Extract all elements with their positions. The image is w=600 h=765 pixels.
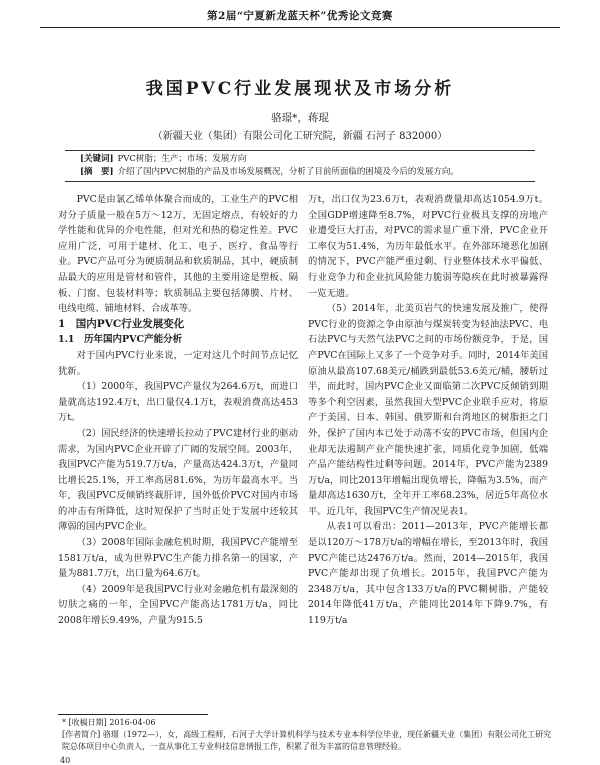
meta-bottom-rule bbox=[65, 181, 535, 182]
body-paragraph: （1）2000年，我国PVC产量仅为264.6万t，而进口量就高达192.4万t，出口量仅4.1万t，表观消费高达453万t。 bbox=[58, 381, 298, 424]
section-heading: 1 国内PVC行业发展变化 bbox=[58, 317, 185, 330]
footnote-rule bbox=[58, 714, 208, 715]
intro-paragraph: PVC是由氯乙烯单体聚合而成的，工业生产的PVC相对分子质量一般在5万～12万，无固定熔点，有较好的力学性能和优异的介电性能，但对光和热的稳定性差。PVC应用广泛，可用于建材、化工、电子、医疗、食品等行业。PVC产品可分为硬质制品和软质制品，其中，硬质制品最大的应用是管材和管件，其他的主要用途是塑板、隔板、门窗、包装材料等；软质制品主要包括薄膜、片材、电线电缆、铺地材料、合成革等。 bbox=[58, 194, 298, 315]
body-paragraph: 从表1可以看出：2011—2013年，PVC产能增长都是以120万～178万t/a的增幅在增长，至2013年时，我国PVC产能已达2476万t/a。然而，2014—2015年，我国PVC产能却出现了负增长。2015年，我国PVC产能为2348万t/a，其中包含133万t/a的PVC糊树脂，产能较2014年降低41万t/a，产能同比2014年下降9.7%，有119万t/a bbox=[308, 521, 548, 627]
meta-top-rule bbox=[65, 150, 535, 151]
header-rule bbox=[40, 27, 560, 28]
right-column bbox=[308, 192, 548, 629]
left-column bbox=[58, 192, 298, 629]
keywords-text: PVC树脂；生产；市场；发展方向 bbox=[117, 154, 247, 164]
subsection-heading: 1.1 历年国内PVC产能分析 bbox=[58, 334, 183, 346]
paper-authors: 骆璟*，蒋琨 bbox=[271, 112, 329, 124]
paper-title: 我国PVC行业发展现状及市场分析 bbox=[145, 79, 455, 99]
body-paragraph: （4）2009年是我国PVC行业对金融危机有最深刻的切肤之痛的一年，全国PVC产能高达1781万t/a，同比2008年增长9.49%，产量为915.5 bbox=[58, 583, 298, 627]
paper-affiliation: （新疆天业（集团）有限公司化工研究院，新疆 石河子 832000） bbox=[152, 131, 448, 142]
abstract-text: 介绍了国内PVC树脂的产品及市场发展概况，分析了目前所面临的困境及今后的发展方向。 bbox=[117, 167, 459, 177]
footnote-author-bio: [作者简介] 骆璟（1972—），女，高级工程师，石河子大学计算机科学与技术专业本科学位毕业，现任新疆天业（集团）有限公司化工研究院总体项目中心负责人，一直从事化工专业科技信息情报工作，积累了很为丰富的信息管理经验。 bbox=[62, 730, 552, 751]
abstract-label: [摘 要] bbox=[80, 167, 114, 177]
page-number: 40 bbox=[60, 756, 71, 765]
journal-header: 第2届“宁夏新龙蓝天杯”优秀论文竞赛 bbox=[207, 10, 393, 22]
body-paragraph: （2）国民经济的快速增长拉动了PVC建材行业的驱动需求，为国内PVC企业开辟了广阔的发展空间。2003年，我国PVC产能为519.7万t/a，产量高达424.3万t，产量同比增长25.1%，开工率高居81.6%，为历年最高水平。当年，我国PVC反倾销终裁肝评，国外低价PVC对国内市场的冲击有所降低，这时短保护了当时正处于发展中还较其薄弱的国内PVC企业。 bbox=[58, 427, 298, 533]
keywords-label: [关键词] bbox=[80, 154, 114, 164]
footnote-received: * [收稿日期] 2016-04-06 bbox=[62, 718, 156, 727]
body-paragraph: （3）2008年国际金融危机时期，我国PVC产能增至1581万t/a，成为世界PVC生产能力排名第一的国家，产量为881.7万t，出口量为64.6万t。 bbox=[58, 537, 298, 580]
body-paragraph: 对于国内PVC行业来说，一定对这几个时间节点记忆犹新。 bbox=[58, 349, 298, 377]
body-paragraph: 万t，出口仅为23.6万t，表观消费量却高达1054.9万t。全国GDP增速降至8.7%，对PVC行业极具支撑的房地产业遭受巨大打击，对PVC的需求显广重下滑，PVC企业开工率仅为51.4%，为历年最低水平。在外部环境恶化加剧的情况下，PVC产能严重过剩、行业整体技术水平偏低、行业竞争力和企业抗风险能力脆弱等隐疾在此时被暴露得一览无遗。 bbox=[308, 194, 548, 299]
body-paragraph: （5）2014年，北美页岩气的快速发展及推广，使得PVC行业的资源之争由原油与煤炭转变为轻油法PVC、电石法PVC与天然气法PVC之间的市场份额竞争，于是，国产PVC在国际上又多了一个竞争对手。同时，2014年美国原油从最高107.68美元/桶跌到最低53.6美元/桶，腰斩过半，而此时，国内PVC企业又面临第二次PVC反倾销到期等多个利空因素，虽然我国大型PVC企业联手应对，将原产于美国、日本、韩国、俄罗斯和台湾地区的树脂拒之门外，保护了国内本已处于动荡不安的PVC市场，但国内企业却无法遏制产业产能快速扩张，同质化竞争加剧，低端产品产能结构性过剩等问题。2014年，PVC产能为2389万t/a，同比2013年增幅出现负增长，降幅为3.5%，而产量却高达1630万t，全年开工率68.23%，居近5年高位水平。近几年，我国PVC生产情况见表1。 bbox=[308, 303, 548, 517]
keywords-line bbox=[80, 153, 540, 165]
abstract-line bbox=[80, 166, 540, 178]
